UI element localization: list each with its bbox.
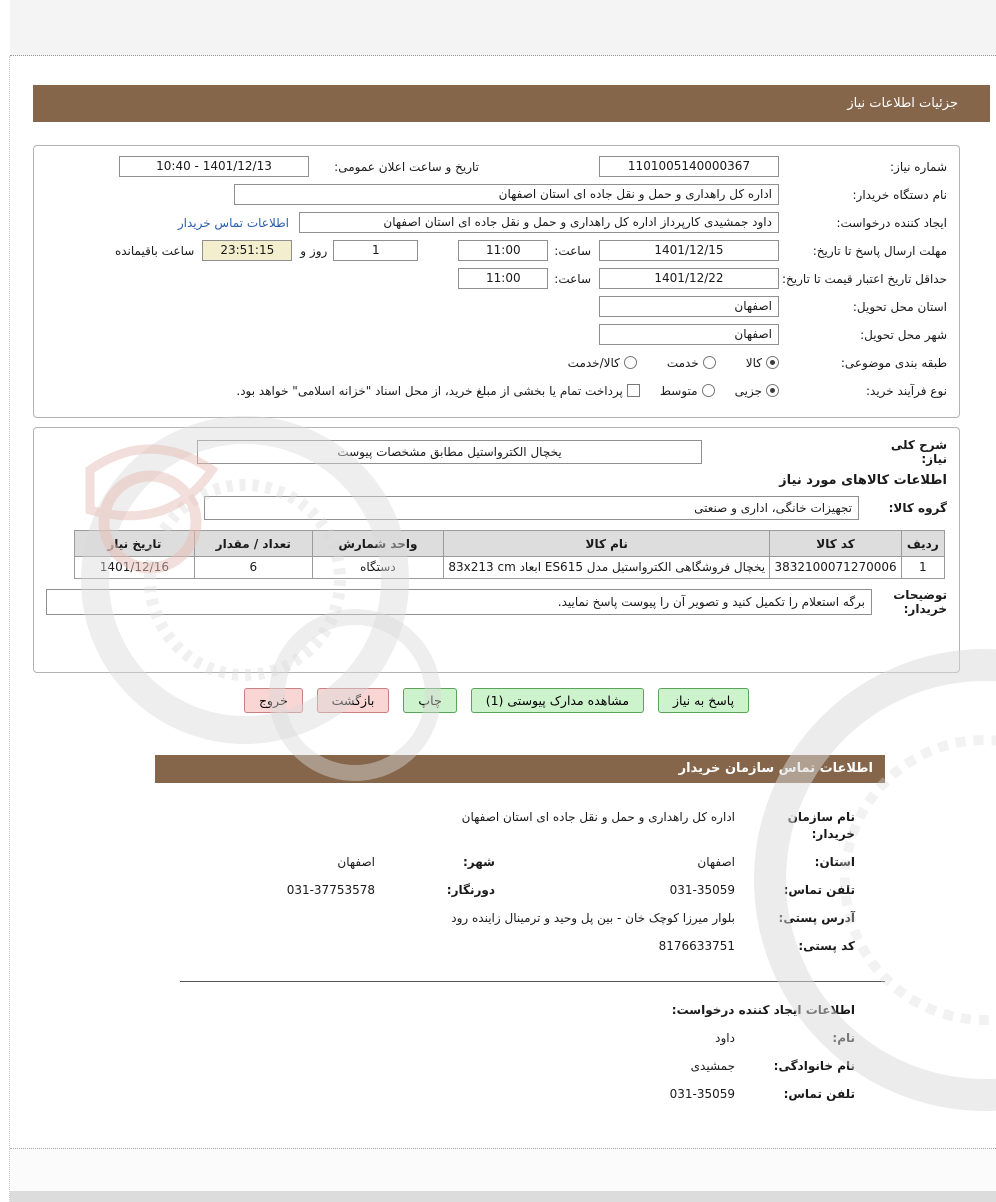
radio-goods-service[interactable] — [624, 356, 637, 369]
treasury-note: پرداخت تمام یا بخشی از مبلغ خرید، از محل اسناد "خزانه اسلامی" خواهد بود. — [236, 383, 623, 398]
contact-postal-label: کد پستی: — [798, 939, 855, 953]
cell-unit: دستگاه — [312, 557, 443, 579]
goods-table — [74, 530, 945, 579]
goods-group-value: تجهیزات خانگی، اداری و صنعتی — [204, 496, 859, 520]
radio-service[interactable] — [703, 356, 716, 369]
contact-province-city-row — [155, 854, 885, 871]
buyer-org-value: اداره کل راهداری و حمل و نقل جاده ای استان اصفهان — [234, 184, 779, 205]
buyer-org-label: نام دستگاه خریدار: — [852, 187, 947, 202]
need-info-panel — [33, 145, 960, 418]
radio-goods-service-label: کالا/خدمت — [567, 355, 620, 370]
request-creator-value: داود جمشیدی کارپرداز اداره کل راهداری و حمل و نقل جاده ای استان اصفهان — [299, 212, 779, 233]
contact-postal-row — [155, 938, 885, 955]
announce-datetime-value: 1401/12/13 - 10:40 — [119, 156, 309, 177]
contact-province-value: اصفهان — [697, 855, 735, 869]
countdown-label: ساعت باقیمانده — [114, 243, 195, 258]
radio-minor[interactable] — [766, 384, 779, 397]
cell-row-number: 1 — [901, 557, 944, 579]
creator-phone-row — [155, 1086, 885, 1103]
delivery-province-label: استان محل تحویل: — [852, 299, 947, 314]
goods-panel — [33, 427, 960, 673]
price-validity-label: حداقل تاریخ اعتبار قیمت تا تاریخ: — [781, 271, 947, 286]
contact-postal-value: 8176633751 — [658, 939, 735, 953]
category-row — [46, 352, 947, 373]
back-button[interactable]: بازگشت — [317, 688, 390, 713]
process-type-label: نوع فرآیند خرید: — [866, 383, 947, 398]
cell-item-code: 3832100071270006 — [770, 557, 901, 579]
delivery-province-row — [46, 296, 947, 317]
radio-minor-label: جزیی — [734, 383, 762, 398]
delivery-city-value: اصفهان — [599, 324, 779, 345]
col-row-number: ردیف — [901, 531, 944, 557]
radio-medium[interactable] — [702, 384, 715, 397]
reply-deadline-time-label: ساعت: — [554, 243, 591, 258]
need-number-label: شماره نیاز: — [890, 159, 947, 174]
request-creator-row — [46, 212, 947, 233]
creator-last-name-value: جمشیدی — [690, 1059, 735, 1073]
buyer-notes-label: توضیحات خریدار: — [893, 588, 947, 616]
need-description-row — [46, 438, 947, 466]
creator-first-name-label: نام: — [832, 1031, 855, 1045]
creator-section-title: اطلاعات ایجاد کننده درخواست: — [671, 1003, 855, 1017]
print-button[interactable]: چاپ — [403, 688, 456, 713]
creator-last-name-row — [155, 1058, 885, 1075]
contact-province-label: استان: — [814, 855, 855, 869]
price-validity-time: 11:00 — [458, 268, 548, 289]
delivery-city-label: شهر محل تحویل: — [860, 327, 947, 342]
contact-org-label: نام سازمان خریدار: — [787, 810, 855, 841]
goods-section-title: اطلاعات کالاهای مورد نیاز — [779, 473, 947, 488]
creator-phone-label: تلفن تماس: — [783, 1087, 855, 1101]
creator-phone-value: 031-35059 — [669, 1087, 735, 1101]
need-number-row — [46, 156, 947, 177]
top-strip — [10, 0, 996, 56]
contact-city-label: شهر: — [463, 855, 495, 869]
treasury-checkbox[interactable] — [627, 384, 640, 397]
contact-section-header: اطلاعات تماس سازمان خریدار — [155, 755, 885, 783]
category-label: طبقه بندی موضوعی: — [840, 355, 947, 370]
delivery-province-value: اصفهان — [599, 296, 779, 317]
page-title: جزئیات اطلاعات نیاز — [847, 96, 958, 111]
contact-phone-fax-row — [155, 882, 885, 899]
need-description-label: شرح کلی نیاز: — [890, 438, 947, 466]
contact-fax-value: 031-37753578 — [286, 883, 375, 897]
delivery-city-row — [46, 324, 947, 345]
price-validity-time-label: ساعت: — [554, 271, 591, 286]
reply-deadline-time: 11:00 — [458, 240, 548, 261]
countdown-timer: 23:51:15 — [202, 240, 292, 261]
exit-button[interactable]: خروج — [244, 688, 303, 713]
buyer-contact-section — [155, 755, 885, 1114]
reply-deadline-date: 1401/12/15 — [599, 240, 779, 261]
contact-divider — [180, 981, 885, 982]
contact-fax-label: دورنگار: — [446, 883, 495, 897]
buyer-org-row — [46, 184, 947, 205]
request-creator-label: ایجاد کننده درخواست: — [836, 215, 947, 230]
creator-section-title-row — [155, 1002, 885, 1019]
need-description-value: یخچال الکترواستیل مطابق مشخصات پیوست — [197, 440, 702, 464]
col-item-name: نام کالا — [443, 531, 769, 557]
radio-goods-label: کالا — [745, 355, 762, 370]
buyer-notes-row — [46, 588, 947, 616]
radio-service-label: خدمت — [666, 355, 699, 370]
col-unit: واحد شمارش — [312, 531, 443, 557]
col-need-date: تاریخ نیاز — [75, 531, 195, 557]
reply-deadline-label: مهلت ارسال پاسخ تا تاریخ: — [812, 243, 947, 258]
reply-button[interactable]: پاسخ به نیاز — [658, 688, 749, 713]
goods-table-header-row — [75, 531, 945, 557]
view-attachments-button[interactable]: مشاهده مدارک پیوستی (1) — [471, 688, 644, 713]
table-row — [75, 557, 945, 579]
price-validity-date: 1401/12/22 — [599, 268, 779, 289]
announce-datetime-label: تاریخ و ساعت اعلان عمومی: — [334, 159, 479, 174]
cell-need-date: 1401/12/16 — [75, 557, 195, 579]
remaining-days-label: روز و — [300, 243, 328, 258]
contact-org-row — [155, 809, 885, 843]
reply-deadline-row — [46, 240, 947, 261]
goods-group-row — [46, 496, 947, 520]
contact-org-value: اداره کل راهداری و حمل و نقل جاده ای استان اصفهان — [461, 810, 735, 824]
need-number-value: 1101005140000367 — [599, 156, 779, 177]
contact-phone-label: تلفن تماس: — [783, 883, 855, 897]
process-type-row — [46, 380, 947, 401]
contact-address-row — [155, 910, 885, 927]
cell-item-name: یخچال فروشگاهی الکترواستیل مدل ES615 ابعاد 83x213 cm — [443, 557, 769, 579]
remaining-days-value: 1 — [333, 240, 418, 261]
col-quantity: تعداد / مقدار — [194, 531, 312, 557]
goods-group-label: گروه کالا: — [888, 501, 947, 515]
creator-last-name-label: نام خانوادگی: — [773, 1059, 855, 1073]
bottom-edge — [10, 1191, 996, 1202]
creator-first-name-row — [155, 1030, 885, 1047]
col-item-code: کد کالا — [770, 531, 901, 557]
buyer-contact-link[interactable]: اطلاعات تماس خریدار — [177, 215, 289, 230]
cell-quantity: 6 — [194, 557, 312, 579]
price-validity-row — [46, 268, 947, 289]
radio-goods[interactable] — [766, 356, 779, 369]
contact-address-value: بلوار میرزا کوچک خان - بین پل وحید و ترمینال زاینده رود — [451, 911, 735, 925]
bottom-strip — [10, 1148, 996, 1202]
header-bar — [33, 85, 990, 122]
radio-medium-label: متوسط — [659, 383, 698, 398]
contact-phone-value: 031-35059 — [669, 883, 735, 897]
creator-first-name-value: داود — [715, 1031, 735, 1045]
action-buttons — [33, 688, 960, 713]
contact-city-value: اصفهان — [337, 855, 375, 869]
buyer-notes-value: برگه استعلام را تکمیل کنید و تصویر آن را پیوست پاسخ نمایید. — [46, 589, 872, 615]
contact-address-label: آدرس پستی: — [778, 911, 855, 925]
